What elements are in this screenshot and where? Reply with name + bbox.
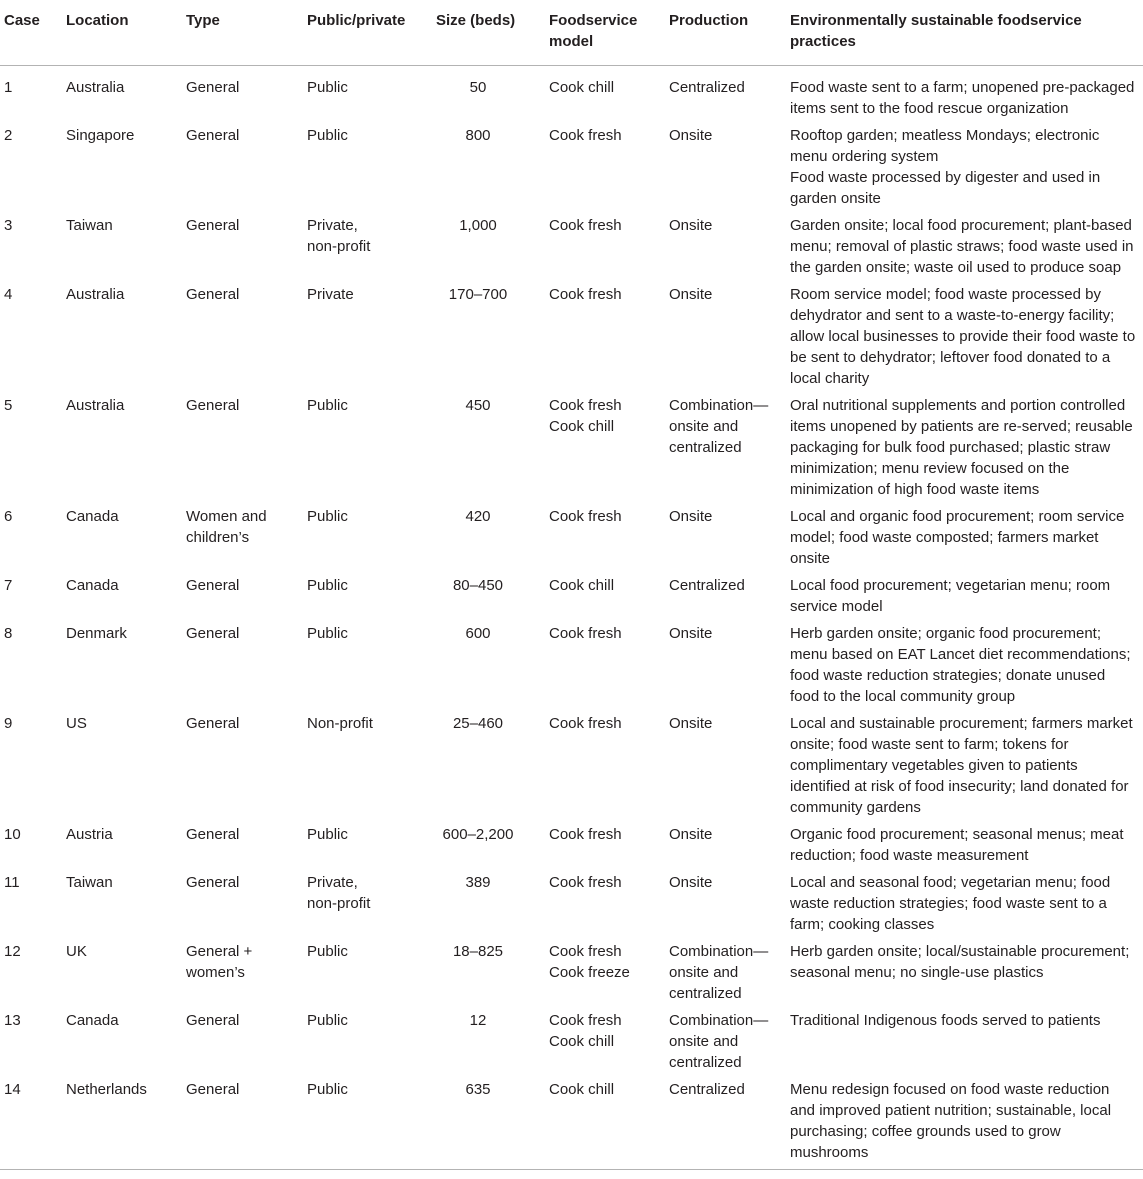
cell-model: Cook fresh (549, 826, 622, 843)
cell-type: General (186, 625, 240, 642)
cell-size: 450 (465, 397, 491, 414)
cell-location: Netherlands (66, 1081, 147, 1098)
cell-practices: Oral nutritional supplements and portion controlled items unopened by patients are re-served; reusable packaging for bulk food purchased; plastic straw minimization; menu review focused on the minimization of high food waste items (790, 397, 1133, 498)
cell-case: 14 (4, 1081, 21, 1098)
cell-ownership: Private, non-profit (307, 874, 371, 912)
cell-type: General (186, 79, 240, 96)
cell-location: Singapore (66, 127, 135, 144)
cell-model: Cook fresh Cook chill (549, 1012, 622, 1050)
cell-model: Cook fresh (549, 874, 622, 891)
cell-type: General (186, 397, 240, 414)
cell-size: 12 (469, 1012, 487, 1029)
cell-ownership: Public (307, 508, 348, 525)
cell-size: 420 (465, 508, 491, 525)
cell-type: General (186, 577, 240, 594)
cell-location: Canada (66, 577, 119, 594)
cell-location: Denmark (66, 625, 127, 642)
cell-case: 11 (4, 874, 20, 891)
cell-production: Centralized (669, 79, 745, 96)
cell-model: Cook fresh (549, 217, 622, 234)
table-row (0, 575, 1143, 623)
cell-type: General (186, 1012, 240, 1029)
cell-case: 13 (4, 1012, 21, 1029)
cell-model: Cook fresh Cook freeze (549, 943, 630, 981)
cell-practices: Herb garden onsite; local/sustainable procurement; seasonal menu; no single-use plastics (790, 943, 1130, 981)
table-row (0, 1079, 1143, 1169)
cell-ownership: Public (307, 826, 348, 843)
cell-location: Canada (66, 508, 119, 525)
cell-model: Cook fresh (549, 625, 622, 642)
cell-production: Onsite (669, 625, 713, 642)
cell-production: Combination— onsite and centralized (669, 943, 769, 1002)
cell-practices: Rooftop garden; meatless Mondays; electronic menu ordering system Food waste processed by digester and used in garden onsite (790, 127, 1101, 207)
cell-case: 1 (4, 79, 13, 96)
cell-location: Australia (66, 286, 125, 303)
table-row (0, 125, 1143, 215)
cell-type: General + women’s (186, 943, 253, 981)
cell-practices: Food waste sent to a farm; unopened pre-packaged items sent to the food rescue organization (790, 79, 1135, 117)
cell-location: Taiwan (66, 874, 113, 891)
cell-size: 800 (465, 127, 491, 144)
cell-ownership: Public (307, 625, 348, 642)
cell-practices: Local and sustainable procurement; farmers market onsite; food waste sent to farm; tokens for complimentary vegetables given to patients identified at risk of food insecurity; land donated for community gardens (790, 715, 1133, 816)
cell-ownership: Public (307, 397, 348, 414)
table-row (0, 284, 1143, 395)
cell-model: Cook fresh (549, 286, 622, 303)
table-row (0, 506, 1143, 575)
cell-model: Cook chill (549, 577, 615, 594)
cell-size: 50 (469, 79, 487, 96)
cell-ownership: Public (307, 79, 348, 96)
table-row (0, 1010, 1143, 1079)
cell-case: 6 (4, 508, 13, 525)
cell-ownership: Public (307, 127, 348, 144)
cell-production: Onsite (669, 715, 713, 732)
cell-size: 600 (465, 625, 491, 642)
cell-size: 635 (465, 1081, 491, 1098)
cell-practices: Local and seasonal food; vegetarian menu; food waste reduction strategies; food waste sent to a farm; cooking classes (790, 874, 1111, 933)
cell-production: Onsite (669, 508, 713, 525)
cell-size: 600–2,200 (442, 826, 514, 843)
cell-model: Cook fresh (549, 715, 622, 732)
header-public-private: Public/private (307, 12, 406, 29)
cell-case: 2 (4, 127, 13, 144)
cell-type: General (186, 217, 240, 234)
cell-case: 9 (4, 715, 13, 732)
cell-type: General (186, 826, 240, 843)
cell-model: Cook chill (549, 79, 615, 96)
cell-ownership: Private, non-profit (307, 217, 371, 255)
cell-case: 8 (4, 625, 13, 642)
cell-location: UK (66, 943, 87, 960)
table-header-row (0, 0, 1143, 65)
cell-production: Combination— onsite and centralized (669, 1012, 769, 1071)
cell-ownership: Public (307, 1081, 348, 1098)
table-row (0, 941, 1143, 1010)
header-production: Production (669, 12, 749, 29)
cell-production: Onsite (669, 217, 713, 234)
cell-production: Combination— onsite and centralized (669, 397, 769, 456)
cell-practices: Organic food procurement; seasonal menus; meat reduction; food waste measurement (790, 826, 1124, 864)
cell-size: 1,000 (459, 217, 497, 234)
cell-location: US (66, 715, 87, 732)
cell-case: 10 (4, 826, 21, 843)
cell-practices: Room service model; food waste processed by dehydrator and sent to a waste-to-energy facility; allow local businesses to provide their food waste to be sent to dehydrator; leftover food donated to a local charity (790, 286, 1136, 387)
header-case: Case (4, 12, 40, 29)
cell-production: Centralized (669, 1081, 745, 1098)
header-location: Location (66, 12, 129, 29)
cell-type: General (186, 286, 240, 303)
cell-practices: Local food procurement; vegetarian menu; room service model (790, 577, 1111, 615)
table-row (0, 824, 1143, 872)
cell-case: 5 (4, 397, 13, 414)
cell-location: Taiwan (66, 217, 113, 234)
cell-size: 18–825 (452, 943, 504, 960)
cell-case: 12 (4, 943, 21, 960)
cell-ownership: Public (307, 1012, 348, 1029)
cell-size: 170–700 (448, 286, 508, 303)
table-bottom-rule (0, 1169, 1143, 1170)
cell-ownership: Private (307, 286, 354, 303)
header-size: Size (beds) (436, 12, 516, 29)
cell-production: Onsite (669, 127, 713, 144)
table-row (0, 77, 1143, 125)
table-row (0, 395, 1143, 506)
cell-size: 389 (465, 874, 491, 891)
table-row (0, 215, 1143, 284)
cell-type: General (186, 715, 240, 732)
table-row (0, 623, 1143, 713)
cell-practices: Herb garden onsite; organic food procurement; menu based on EAT Lancet diet recommendations; food waste reduction strategies; donate unused food to the local community group (790, 625, 1131, 705)
cell-ownership: Non-profit (307, 715, 373, 732)
cell-case: 4 (4, 286, 13, 303)
cell-practices: Garden onsite; local food procurement; plant-based menu; removal of plastic straws; food waste used in the garden onsite; waste oil used to produce soap (790, 217, 1134, 276)
cell-location: Austria (66, 826, 113, 843)
cell-case: 7 (4, 577, 13, 594)
header-practices: Environmentally sustainable foodservice practices (790, 12, 1082, 50)
cell-ownership: Public (307, 943, 348, 960)
cell-production: Onsite (669, 826, 713, 843)
cell-location: Canada (66, 1012, 119, 1029)
cell-model: Cook fresh (549, 508, 622, 525)
cell-production: Centralized (669, 577, 745, 594)
table-body (0, 66, 1143, 1169)
cell-practices: Menu redesign focused on food waste reduction and improved patient nutrition; sustainable, local purchasing; coffee grounds used to grow mushrooms (790, 1081, 1112, 1161)
cell-type: General (186, 1081, 240, 1098)
cell-size: 80–450 (452, 577, 504, 594)
cell-type: General (186, 874, 240, 891)
cell-ownership: Public (307, 577, 348, 594)
cell-location: Australia (66, 397, 125, 414)
header-foodservice-model: Foodservice model (549, 12, 638, 50)
cell-size: 25–460 (452, 715, 504, 732)
cell-model: Cook fresh Cook chill (549, 397, 622, 435)
table-row (0, 872, 1143, 941)
cell-location: Australia (66, 79, 125, 96)
cell-production: Onsite (669, 286, 713, 303)
cell-case: 3 (4, 217, 13, 234)
cell-practices: Traditional Indigenous foods served to patients (790, 1012, 1101, 1029)
cell-type: Women and children’s (186, 508, 267, 546)
cell-model: Cook chill (549, 1081, 615, 1098)
cell-practices: Local and organic food procurement; room service model; food waste composted; farmers market onsite (790, 508, 1125, 567)
table-row (0, 713, 1143, 824)
cell-model: Cook fresh (549, 127, 622, 144)
cell-production: Onsite (669, 874, 713, 891)
cell-type: General (186, 127, 240, 144)
header-type: Type (186, 12, 220, 29)
